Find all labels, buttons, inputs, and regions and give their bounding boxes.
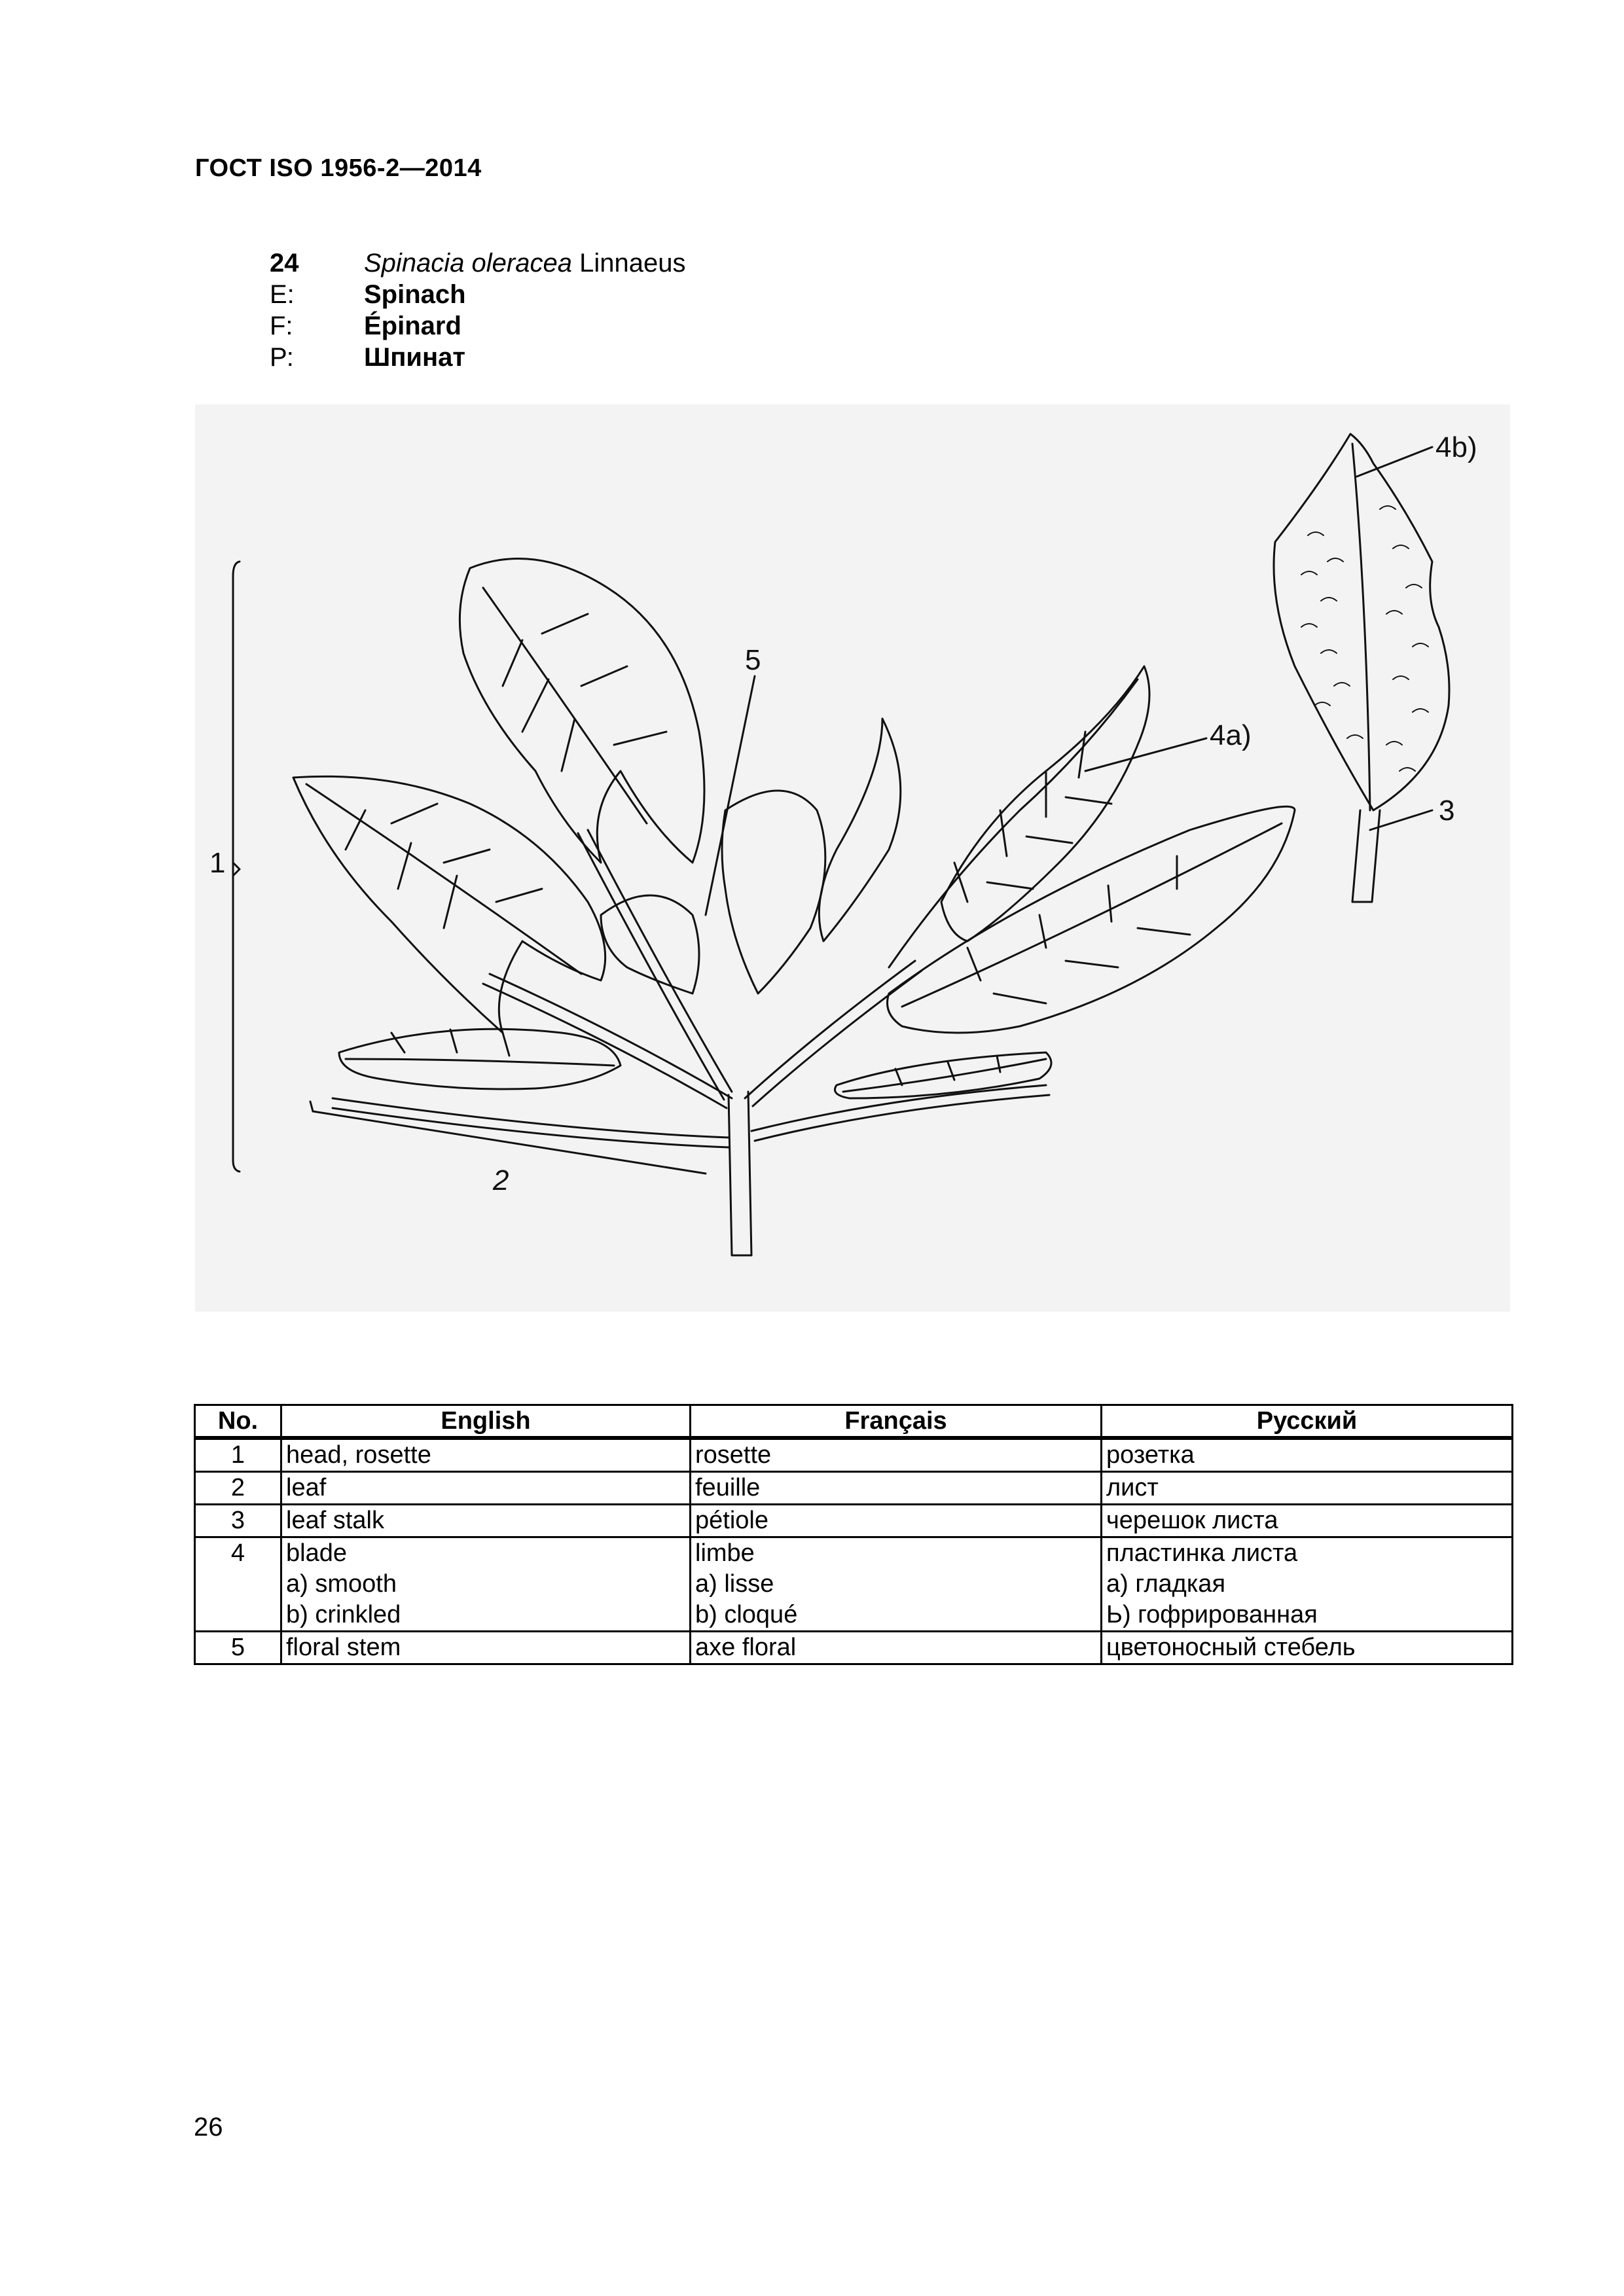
cell-no: 2 — [195, 1472, 281, 1505]
term-english-a: a) smooth — [286, 1570, 397, 1598]
leaf-crinkled-midrib — [1352, 444, 1370, 810]
stalk-left — [490, 974, 732, 1098]
figure-label-3: 3 — [1439, 795, 1455, 827]
table-row — [195, 1632, 1513, 1664]
leaf-center — [722, 791, 825, 994]
page-number: 26 — [194, 2113, 223, 2142]
header-no: No. — [195, 1405, 281, 1439]
leaf-center-left — [601, 895, 699, 994]
english-name: Spinach — [364, 280, 466, 309]
leader-4a — [1085, 738, 1206, 771]
latin-genus-species: Spinacia oleracea — [364, 249, 572, 278]
cell-french — [691, 1537, 1102, 1632]
french-name: Épinard — [364, 312, 461, 340]
header-english: English — [281, 1405, 691, 1439]
cell-no: 1 — [195, 1438, 281, 1472]
leader-4b — [1357, 447, 1432, 476]
stalk-upper-left — [588, 830, 732, 1092]
species-block — [270, 247, 686, 373]
term-english: blade — [286, 1539, 347, 1567]
latin-name — [364, 247, 686, 279]
vein-left — [306, 784, 581, 974]
species-french-row — [270, 310, 686, 342]
term-french: limbe — [695, 1539, 755, 1567]
table-row — [195, 1505, 1513, 1537]
term-russian-a: а) гладкая — [1106, 1570, 1226, 1598]
species-russian-row — [270, 342, 686, 373]
figure-label-4a: 4a) — [1210, 719, 1252, 751]
figure-label-2: 2 — [493, 1164, 509, 1196]
language-code-french: F: — [270, 312, 293, 340]
petiole-4b — [1352, 810, 1380, 902]
cell-english: leaf — [281, 1472, 691, 1505]
table-row — [195, 1438, 1513, 1472]
figure-label-5: 5 — [745, 644, 761, 676]
term-russian-b: Ь) гофрированная — [1106, 1601, 1318, 1628]
cell-french: rosette — [691, 1438, 1102, 1472]
cell-russian: розетка — [1102, 1438, 1513, 1472]
leader-5 — [706, 676, 755, 915]
spinach-drawing — [195, 404, 1510, 1312]
table-row — [195, 1472, 1513, 1505]
vein-right-4a — [954, 732, 1111, 902]
stalk-lower-left — [333, 1098, 729, 1138]
term-english-b: b) crinkled — [286, 1601, 401, 1628]
header-french: Français — [691, 1405, 1102, 1439]
spinach-illustration — [195, 404, 1510, 1312]
cell-french: axe floral — [691, 1632, 1102, 1664]
cell-russian: лист — [1102, 1472, 1513, 1505]
cell-russian: цветоносный стебель — [1102, 1632, 1513, 1664]
cell-english: floral stem — [281, 1632, 691, 1664]
cell-russian: черешок листа — [1102, 1505, 1513, 1537]
term-french-b: b) cloqué — [695, 1601, 798, 1628]
stalk-lower-left-2 — [333, 1108, 729, 1147]
stalk-lower-right — [751, 1085, 1046, 1131]
figure-label-1: 1 — [209, 847, 226, 879]
cell-no: 3 — [195, 1505, 281, 1537]
latin-author: Linnaeus — [579, 249, 686, 278]
leaf-crinkled-4b — [1274, 434, 1449, 810]
cell-english: leaf stalk — [281, 1505, 691, 1537]
cell-no: 5 — [195, 1632, 281, 1664]
language-code-russian: Р: — [270, 343, 294, 372]
stalk-upper-left-2 — [578, 833, 724, 1100]
leaf-center-right — [819, 719, 900, 941]
vein-upper-left — [483, 588, 666, 823]
leaf-lower-right — [835, 1052, 1052, 1098]
cell-russian — [1102, 1537, 1513, 1632]
russian-name: Шпинат — [364, 343, 465, 372]
figure-label-4b: 4b) — [1435, 431, 1477, 463]
cell-english: head, rosette — [281, 1438, 691, 1472]
table-row — [195, 1537, 1513, 1632]
terms-table — [194, 1404, 1513, 1665]
term-russian: пластинка листа — [1106, 1539, 1298, 1567]
term-french-a: a) lisse — [695, 1570, 774, 1598]
document-header: ГОСТ ISO 1956-2—2014 — [195, 154, 482, 182]
cell-french: feuille — [691, 1472, 1102, 1505]
cell-french: pétiole — [691, 1505, 1102, 1537]
main-stem — [729, 1092, 751, 1255]
cell-no: 4 — [195, 1537, 281, 1632]
language-code-english: E: — [270, 280, 295, 309]
header-russian: Русский — [1102, 1405, 1513, 1439]
table-header-row — [195, 1405, 1513, 1439]
species-english-row — [270, 279, 686, 310]
cell-english — [281, 1537, 691, 1632]
species-number: 24 — [270, 249, 299, 278]
vein-far-right — [902, 823, 1282, 1007]
species-number-row — [270, 247, 686, 279]
